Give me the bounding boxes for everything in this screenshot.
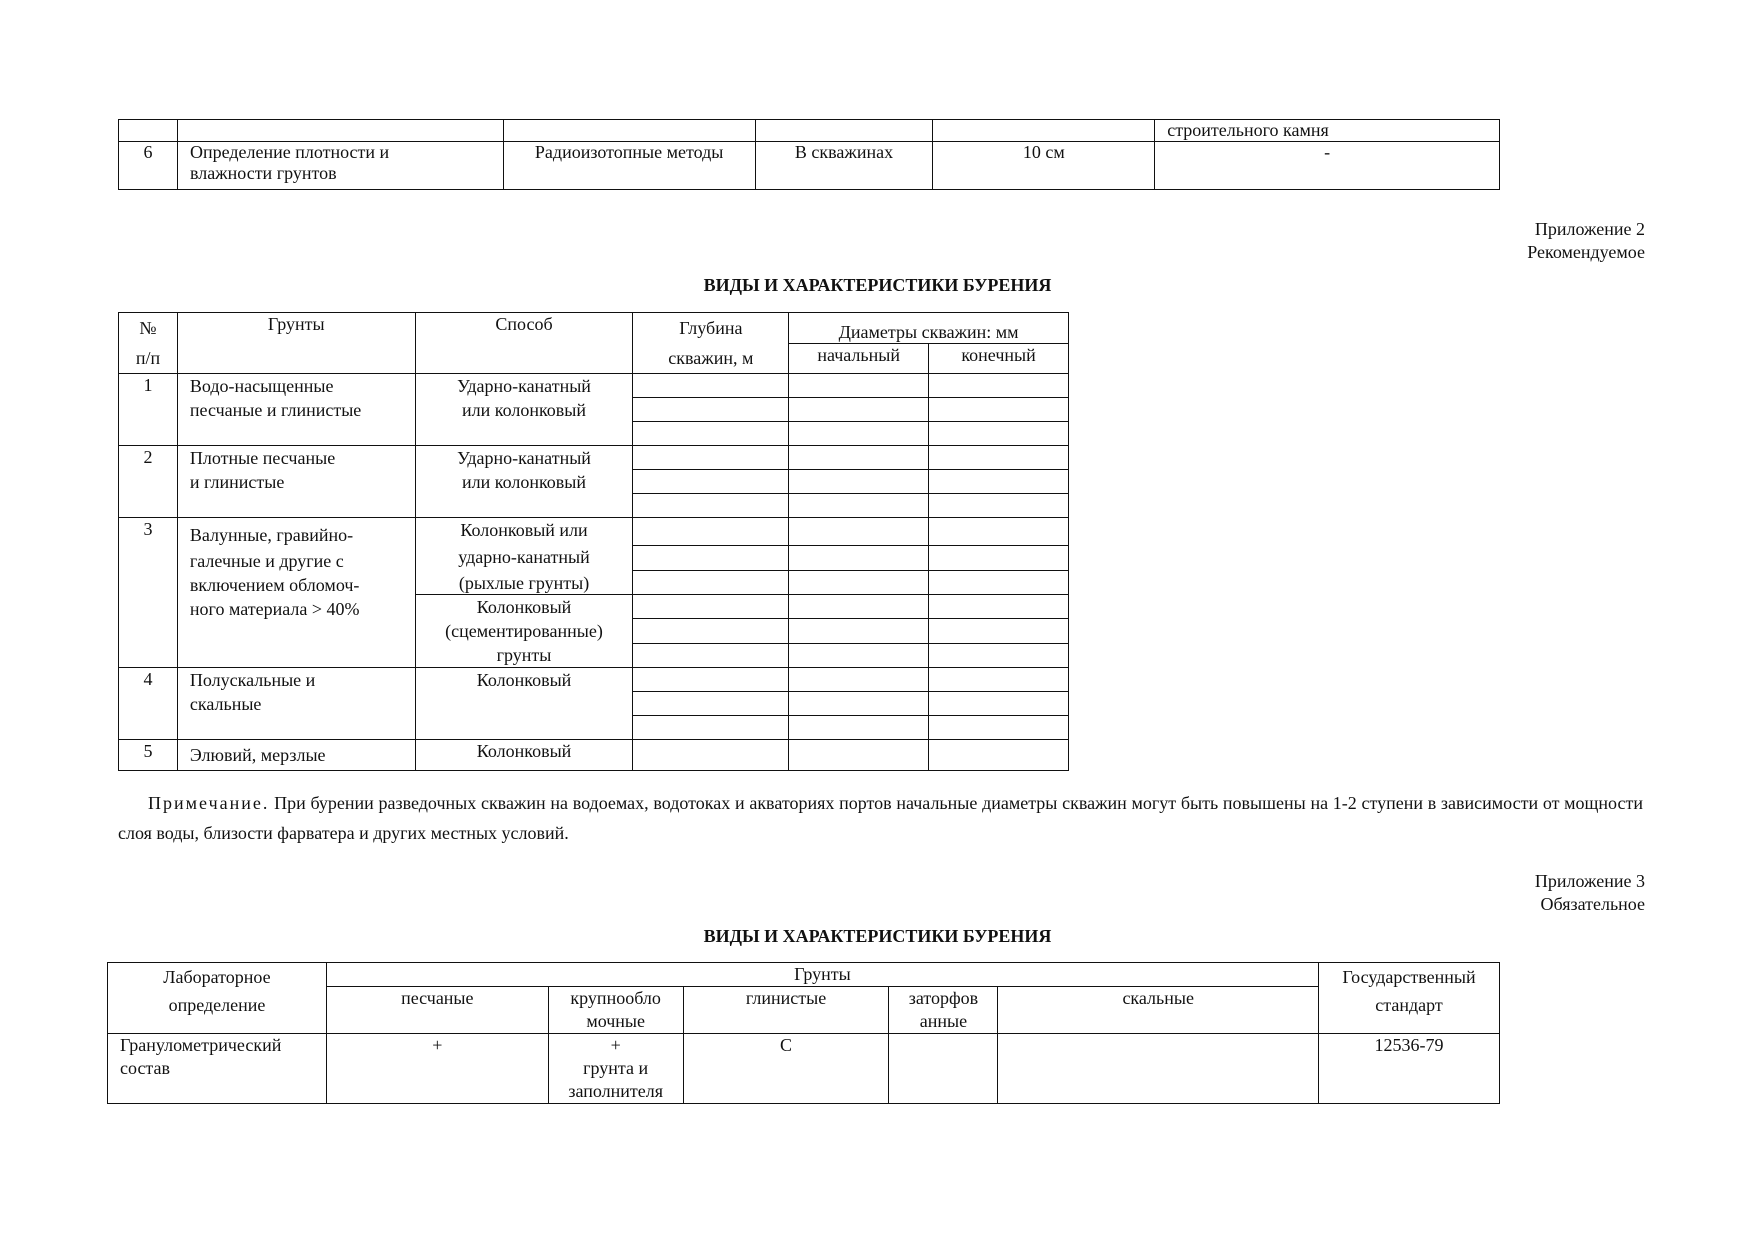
cell-peat — [889, 1034, 998, 1104]
header-lab: Лабораторное определение — [108, 963, 327, 1034]
note-paragraph — [118, 788, 1643, 848]
method-cell: Ударно-канатный или колонковый — [415, 374, 633, 446]
soil-cell: Плотные песчаные и глинистые — [177, 446, 415, 518]
cell-coarse: + грунта и заполнителя — [548, 1034, 683, 1104]
header-method: Способ — [415, 313, 633, 374]
table-row — [119, 518, 1069, 546]
top-table — [118, 119, 1500, 190]
row-number: 5 — [119, 740, 178, 771]
table-row — [119, 668, 1069, 692]
cell-clay: С — [683, 1034, 889, 1104]
row-number: 1 — [119, 374, 178, 446]
row-number: 6 — [119, 142, 178, 190]
header-row — [119, 313, 1069, 344]
cell-text: - — [1155, 142, 1500, 190]
method-cell: Колонковый — [415, 740, 633, 771]
header-diam-end: конечный — [929, 344, 1069, 374]
soil-cell: Элювий, мерзлые — [177, 740, 415, 771]
section-heading: ВИДЫ И ХАРАКТЕРИСТИКИ БУРЕНИЯ — [703, 275, 1052, 295]
header-rock: скальные — [998, 987, 1319, 1034]
header-num: № п/п — [119, 313, 178, 374]
header-depth: Глубина скважин, м — [633, 313, 789, 374]
table-row — [119, 142, 1500, 190]
soil-cell: Валунные, гравийно- галечные и другие с включением обломоч- ного материала > 40% — [177, 518, 415, 668]
cell-text: 10 см — [933, 142, 1155, 190]
method-cell: Колонковый (сцементированные) грунты — [415, 595, 633, 668]
table-row — [119, 120, 1500, 142]
method-cell: Ударно-канатный или колонковый — [415, 446, 633, 518]
header-row — [108, 963, 1500, 987]
header-soils: Грунты — [326, 963, 1318, 987]
cell-sandy: + — [326, 1034, 548, 1104]
header-coarse: крупнообло мочные — [548, 987, 683, 1034]
section-heading: ВИДЫ И ХАРАКТЕРИСТИКИ БУРЕНИЯ — [703, 926, 1052, 946]
table-row — [119, 446, 1069, 470]
cell-text: Радиоизотопные методы — [503, 142, 755, 190]
table-row — [119, 374, 1069, 398]
cell-text: В скважинах — [755, 142, 933, 190]
appendix-label: Приложение 2 Рекомендуемое — [1527, 219, 1645, 262]
lab-name-cell: Гранулометрический состав — [108, 1034, 327, 1104]
cell-rock — [998, 1034, 1319, 1104]
row-number: 4 — [119, 668, 178, 740]
drilling-table — [118, 312, 1069, 771]
method-cell: Колонковый — [415, 668, 633, 740]
table-row — [119, 740, 1069, 771]
header-soils: Грунты — [177, 313, 415, 374]
note-label: Примечание. — [148, 793, 270, 813]
header-clay: глинистые — [683, 987, 889, 1034]
appendix-label: Приложение 3 Обязательное — [1534, 871, 1645, 914]
cell-text: строительного камня — [1155, 120, 1500, 142]
cell-text: Определение плотности и влажности грунтов — [177, 142, 503, 190]
soil-cell: Полускальные и скальные — [177, 668, 415, 740]
header-diam-start: начальный — [789, 344, 929, 374]
header-peat: заторфов анные — [889, 987, 998, 1034]
soil-cell: Водо-насыщенные песчаные и глинистые — [177, 374, 415, 446]
note-text: При бурении разведочных скважин на водоемах, водотоках и акваториях портов начальные диаметры скважин могут быть повышены на 1-2 ступени в зависимости от мощности слоя воды, близости фарватера и других местных условий. — [118, 793, 1643, 843]
lab-table — [107, 962, 1500, 1104]
header-diameters: Диаметры скважин: мм — [789, 313, 1069, 344]
row-number: 3 — [119, 518, 178, 668]
header-gost: Государственный стандарт — [1319, 963, 1500, 1034]
method-cell: Колонковый или ударно-канатный (рыхлые грунты) — [415, 518, 633, 595]
header-sandy: песчаные — [326, 987, 548, 1034]
row-number: 2 — [119, 446, 178, 518]
cell-gost: 12536-79 — [1319, 1034, 1500, 1104]
table-row — [108, 1034, 1500, 1104]
